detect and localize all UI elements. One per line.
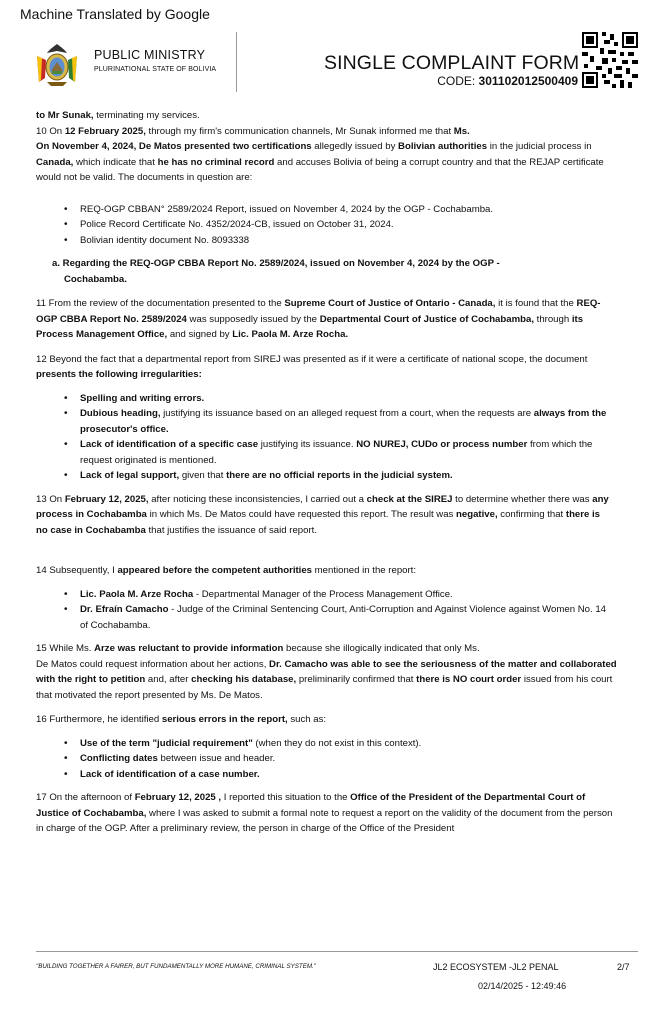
text: 15 While Ms.: [36, 643, 95, 654]
list-item: [36, 587, 636, 603]
text-bold: serious errors in the report,: [161, 714, 288, 725]
text-bold: prosecutor's office.: [80, 423, 169, 435]
page-number: 2/7: [617, 962, 630, 972]
text: from which the: [527, 439, 593, 450]
text-bold: check at the SIREJ: [366, 493, 453, 505]
spacer: [36, 547, 636, 563]
paragraph-intro: [36, 108, 636, 124]
text-bold: Cochabamba.: [64, 273, 127, 285]
text-bold: Departmental Court of Justice of Cochabamba,: [319, 313, 534, 325]
form-title: SINGLE COMPLAINT FORM: [324, 52, 580, 74]
text: and signed by: [167, 329, 233, 340]
ministry-subtitle: PLURINATIONAL STATE OF BOLIVIA: [94, 66, 217, 73]
text-bold: Process Management Office,: [36, 329, 168, 340]
list-item: [36, 437, 636, 468]
list-item: [36, 406, 636, 437]
form-code-value: 301102012500409: [478, 74, 578, 88]
list-item: [36, 736, 636, 752]
text: that justifies the issuance of said report.: [145, 524, 318, 536]
text: I reported this situation to the: [221, 792, 351, 803]
paragraph-11: [36, 296, 636, 343]
text: preliminarily confirmed that: [296, 674, 417, 685]
text: that motivated the report presented by Ms. De Matos.: [36, 689, 263, 701]
authorities-list: [36, 587, 636, 634]
paragraph-17: [36, 790, 636, 837]
text: (when they do not exist in this context).: [252, 737, 422, 749]
document-body: [36, 108, 636, 837]
text-bold: On November 4, 2024, De Matos presented two certifications: [36, 141, 312, 152]
text-bold: to Mr Sunak,: [36, 110, 94, 121]
text-bold: with the right to petition: [36, 674, 146, 685]
qr-code-icon: [582, 32, 638, 88]
text-bold: Lack of identification of a case number.: [80, 768, 260, 780]
text: 10 On: [36, 125, 65, 137]
text: to determine whether there was: [452, 493, 593, 505]
text: through: [533, 313, 572, 325]
text: and accuses Bolivia of being a corrupt country and that the REJAP certificate: [274, 156, 604, 168]
footer-divider: [36, 951, 638, 952]
footer-timestamp: 02/14/2025 - 12:49:46: [478, 981, 567, 991]
text: request originated is mentioned.: [80, 454, 217, 466]
text: 17 On the afternoon of: [36, 792, 135, 803]
list-item: • REQ-OGP CBBAN° 2589/2024 Report, issued on November 4, 2024 by the OGP - Cochabamba.: [36, 202, 636, 218]
text-bold: he has no criminal record: [157, 156, 275, 168]
header-divider: [236, 32, 237, 92]
text-bold: Spelling and writing errors.: [80, 392, 205, 404]
text: in charge of the OGP. After a preliminary review, the person in charge of the Office of the President: [36, 823, 455, 834]
text-bold: REQ-: [576, 298, 601, 309]
text-bold: Use of the term "judicial requirement": [80, 737, 253, 749]
text: and, after: [145, 674, 192, 685]
text-bold: any: [592, 493, 609, 505]
text-bold: there is: [565, 509, 601, 520]
text-bold: there are no official reports in the judicial system.: [226, 470, 453, 481]
text: in which Ms. De Matos could have requested this report. The result was: [146, 509, 457, 520]
text-bold: Lic. Paola M. Arze Rocha: [80, 588, 194, 600]
text: of Cochabamba.: [80, 619, 151, 631]
ministry-title: PUBLIC MINISTRY: [94, 48, 206, 62]
text-bold: no case in Cochabamba: [36, 524, 146, 536]
text: it is found that the: [495, 298, 577, 309]
text-bold: Lic. Paola M. Arze Rocha.: [232, 329, 349, 340]
text: between issue and header.: [157, 753, 276, 764]
text: given that: [179, 470, 227, 481]
text: issued from his court: [521, 674, 613, 685]
list-item: [36, 602, 636, 633]
text-bold: a. Regarding the REQ-OGP CBBA Report No. 2589/2024, issued on November 4, 2024 by the OGP -: [52, 258, 500, 269]
list-item: [36, 391, 636, 407]
text: because she illogically indicated that only Ms.: [283, 643, 480, 654]
text-bold: its: [571, 313, 584, 325]
bolivia-coat-of-arms-icon: [33, 38, 81, 88]
text-bold: Canada,: [36, 156, 74, 168]
text: in the judicial process in: [487, 141, 592, 152]
paragraph-14: [36, 563, 636, 633]
document-header: [0, 30, 670, 100]
text: was supposedly issued by the: [186, 313, 320, 325]
text-bold: negative,: [456, 509, 498, 520]
text-bold: Dubious heading,: [80, 408, 161, 419]
text-bold: Dr. Efraín Camacho: [80, 604, 169, 615]
text: after noticing these inconsistencies, I carried out a: [148, 493, 367, 505]
machine-translated-note: Machine Translated by Google: [20, 6, 210, 22]
text: 16 Furthermore, he identified: [36, 714, 162, 725]
list-item: [36, 751, 636, 767]
text: 13 On: [36, 493, 65, 505]
subheading-a: [36, 256, 636, 287]
text-bold: appeared before the competent authorities: [117, 565, 313, 576]
paragraph-15: [36, 641, 636, 703]
text-bold: Arze was reluctant to provide information: [94, 643, 284, 654]
ministry-block: [94, 48, 216, 73]
text-bold: 12 February 2025,: [64, 125, 146, 137]
text-bold: always from the: [533, 408, 607, 419]
paragraph-10: [36, 124, 636, 288]
text: such as:: [287, 714, 327, 725]
text-bold: Justice of Cochabamba,: [36, 807, 147, 819]
paragraph-13: [36, 492, 636, 539]
text-bold: checking his database,: [191, 674, 297, 685]
text-bold: Lack of identification of a specific case: [80, 439, 259, 450]
text: - Departmental Manager of the Process Management Office.: [193, 588, 453, 600]
text-bold: OGP CBBA Report No. 2589/2024: [36, 313, 187, 325]
text: mentioned in the report:: [312, 565, 417, 576]
list-item: • Police Record Certificate No. 4352/2024-CB, issued on October 31, 2024.: [36, 217, 636, 233]
text-bold: February 12, 2025 ,: [134, 792, 222, 803]
text-bold: NO NUREJ, CUDo or process number: [356, 439, 528, 450]
text: confirming that: [497, 509, 566, 520]
spacer: [36, 186, 636, 198]
text: allegedly issued by: [311, 141, 399, 152]
text-bold: Supreme Court of Justice of Ontario - Canada,: [284, 298, 496, 309]
text: through my firm's communication channels, Mr Sunak informed me that: [145, 125, 454, 137]
list-item: [36, 767, 636, 783]
irregularities-list: [36, 391, 636, 484]
errors-list: [36, 736, 636, 783]
text-bold: Bolivian authorities: [398, 141, 488, 152]
form-code: [437, 74, 578, 88]
documents-list: [36, 202, 636, 249]
text-bold: Ms.: [453, 125, 470, 137]
list-item: [36, 468, 636, 484]
footer-system-name: JL2 ECOSYSTEM -JL2 PENAL: [433, 962, 559, 972]
text: 11 From the review of the documentation presented to the: [36, 298, 285, 309]
text-bold: presents the following irregularities:: [36, 369, 202, 380]
text: where I was asked to submit a formal note to request a report on the validity of the document from the person: [146, 807, 613, 819]
text-bold: there is NO court order: [416, 674, 522, 685]
text: terminating my services.: [93, 110, 200, 121]
text-bold: February 12, 2025,: [64, 493, 149, 505]
text: 12 Beyond the fact that a departmental report from SIREJ was presented as if it were a certificate of national scope, the document: [36, 353, 588, 365]
text-bold: Lack of legal support,: [80, 470, 180, 481]
text-bold: process in Cochabamba: [36, 509, 147, 520]
footer-slogan: "BUILDING TOGETHER A FAIRER, BUT FUNDAMENTALLY MORE HUMANE, CRIMINAL SYSTEM.": [36, 963, 316, 970]
text: - Judge of the Criminal Sentencing Court, Anti-Corruption and Against Violence against Women No. 14: [168, 604, 606, 615]
paragraph-12: [36, 352, 636, 484]
form-code-label: CODE:: [437, 74, 476, 88]
text-bold: Conflicting dates: [80, 753, 158, 764]
list-item: • Bolivian identity document No. 8093338: [36, 233, 636, 249]
paragraph-16: [36, 712, 636, 782]
text: would not be valid. The documents in question are:: [36, 172, 253, 183]
text: justifying its issuance.: [258, 439, 357, 450]
text: De Matos could request information about her actions,: [36, 658, 270, 670]
text: justifying its issuance based on an alleged request from a court, when the requests are: [160, 408, 534, 419]
text: 14 Subsequently, I: [36, 565, 118, 576]
text-bold: Office of the President of the Departmental Court of: [350, 792, 586, 803]
text-bold: Dr. Camacho was able to see the seriousness of the matter and collaborated: [269, 658, 617, 670]
text: which indicate that: [73, 156, 158, 168]
